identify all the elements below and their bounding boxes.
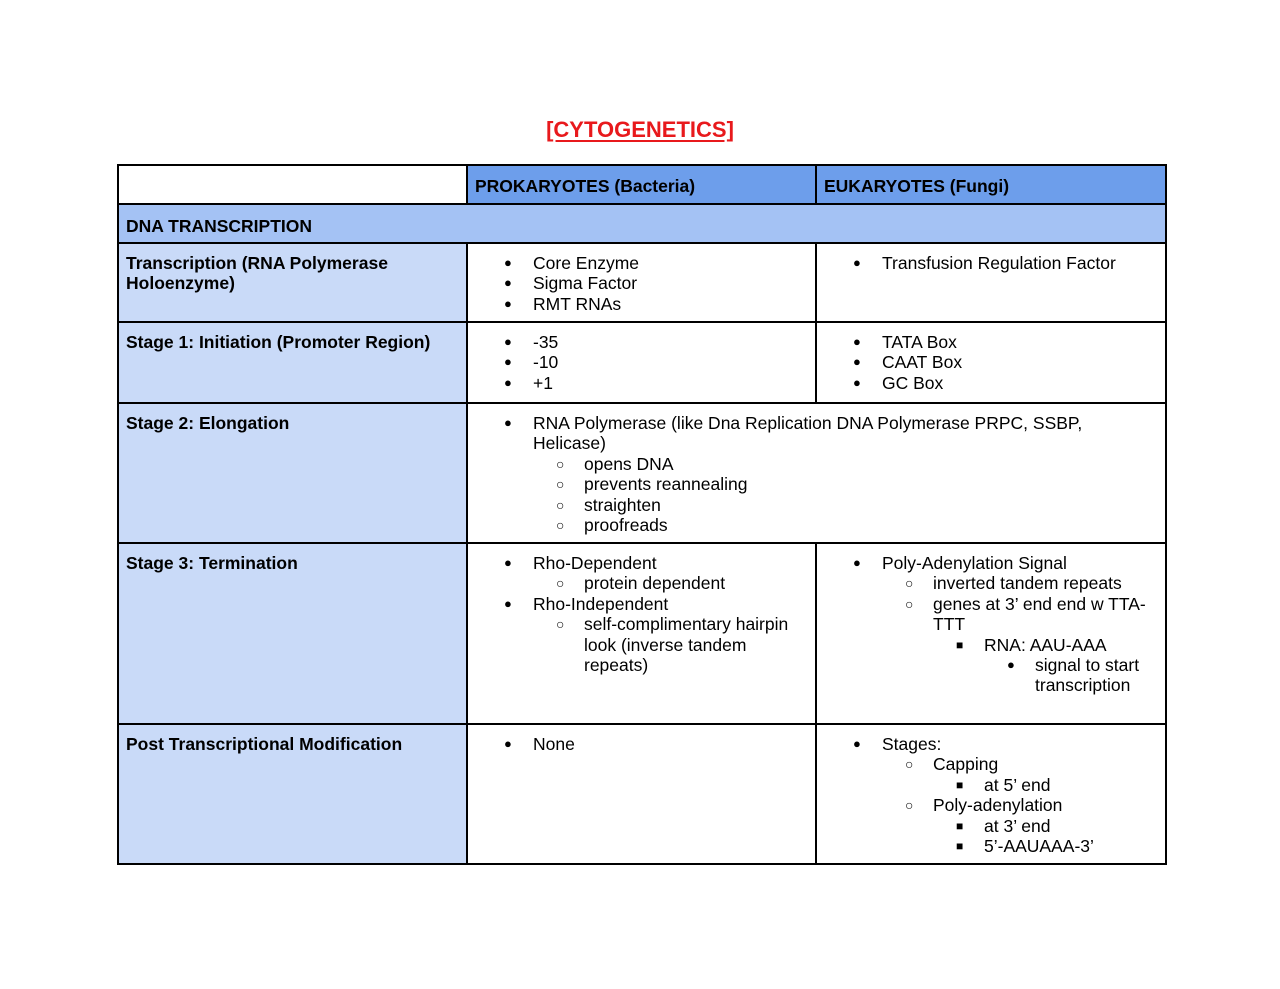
list-item: ■ at 3’ end — [926, 816, 1157, 836]
eukaryotes-cell — [816, 543, 1166, 724]
sub-list — [533, 454, 1157, 536]
table-row — [118, 243, 1166, 322]
list-item: ● Core Enzyme — [468, 253, 807, 273]
header-blank-cell — [118, 165, 467, 204]
row-label: Stage 3: Termination — [118, 543, 467, 724]
prokaryotes-cell — [467, 724, 816, 864]
list-item — [875, 754, 1157, 795]
list-item: ● CAAT Box — [817, 352, 1157, 372]
table-row — [118, 543, 1166, 724]
eukaryotes-cell — [816, 724, 1166, 864]
sub-list — [882, 573, 1157, 695]
prokaryotes-cell — [467, 322, 816, 403]
eukaryotes-cell — [816, 322, 1166, 403]
list-item-text: RNA Polymerase (like Dna Replication DNA Polymerase PRPC, SSBP, Helicase) — [533, 413, 1083, 454]
list-item: ○ proofreads — [526, 515, 1157, 535]
bullet-list — [817, 553, 1157, 696]
prokaryotes-cell — [467, 243, 816, 322]
list-item — [817, 734, 1157, 856]
list-item-text: Capping — [933, 754, 999, 775]
list-item: ○ opens DNA — [526, 454, 1157, 474]
table-row — [118, 322, 1166, 403]
list-item: ● RMT RNAs — [468, 294, 807, 314]
list-item — [926, 635, 1157, 696]
document-title: [CYTOGENETICS] — [546, 117, 734, 142]
row-label: Transcription (RNA Polymerase Holoenzyme) — [118, 243, 467, 322]
section-row — [118, 204, 1166, 243]
bullet-list — [468, 553, 807, 675]
list-item: ● signal to start transcription — [977, 655, 1157, 696]
sub-list — [933, 816, 1157, 857]
prokaryotes-cell — [467, 543, 816, 724]
list-item: ○ prevents reannealing — [526, 474, 1157, 494]
list-item — [875, 594, 1157, 696]
bullet-list — [468, 332, 807, 393]
list-item: ■ 5’-AAUAAA-3’ — [926, 836, 1157, 856]
list-item — [468, 413, 1157, 535]
list-item — [468, 553, 807, 594]
list-item: ● Transfusion Regulation Factor — [817, 253, 1157, 273]
list-item: ● +1 — [468, 373, 807, 393]
bullet-list — [817, 253, 1157, 273]
list-item: ● TATA Box — [817, 332, 1157, 352]
list-item: ○ straighten — [526, 495, 1157, 515]
sub-list — [882, 754, 1157, 856]
bullet-list — [817, 734, 1157, 856]
sub-list — [933, 635, 1157, 696]
comparison-table — [117, 164, 1167, 865]
sub-list — [933, 775, 1157, 795]
section-title: DNA TRANSCRIPTION — [118, 204, 1166, 243]
list-item: ● -35 — [468, 332, 807, 352]
table-row — [118, 724, 1166, 864]
table-header-row — [118, 165, 1166, 204]
list-item: ● GC Box — [817, 373, 1157, 393]
row-label: Post Transcriptional Modification — [118, 724, 467, 864]
row-label: Stage 2: Elongation — [118, 403, 467, 543]
list-item: ● -10 — [468, 352, 807, 372]
list-item-text: Poly-adenylation — [933, 795, 1063, 816]
list-item-text: Poly-Adenylation Signal — [882, 553, 1067, 573]
list-item-text: genes at 3’ end end w TTA-TTT — [933, 593, 1146, 635]
list-item: ● None — [468, 734, 807, 754]
list-item: ○ protein dependent — [526, 573, 807, 593]
list-item — [875, 795, 1157, 856]
list-item-text: RNA: AAU-AAA — [984, 634, 1107, 655]
header-prokaryotes: PROKARYOTES (Bacteria) — [467, 165, 816, 204]
elongation-cell — [467, 403, 1166, 543]
sub-list — [533, 573, 807, 593]
table-row — [118, 403, 1166, 543]
list-item-text: Rho-Dependent — [533, 553, 657, 573]
list-item: ○ inverted tandem repeats — [875, 573, 1157, 593]
bullet-list — [817, 332, 1157, 393]
list-item: ○ self-complimentary hairpin look (inverse tandem repeats) — [526, 614, 807, 675]
header-eukaryotes: EUKARYOTES (Fungi) — [816, 165, 1166, 204]
row-label: Stage 1: Initiation (Promoter Region) — [118, 322, 467, 403]
list-item-text: Stages: — [882, 734, 942, 754]
bullet-list — [468, 253, 807, 314]
list-item-text: Rho-Independent — [533, 593, 669, 614]
bullet-list — [468, 413, 1157, 535]
sub-list — [533, 614, 807, 675]
list-item — [817, 553, 1157, 696]
sub-list — [984, 655, 1157, 696]
eukaryotes-cell — [816, 243, 1166, 322]
list-item: ● Sigma Factor — [468, 273, 807, 293]
list-item — [468, 594, 807, 676]
bullet-list — [468, 734, 807, 754]
list-item: ■ at 5’ end — [926, 775, 1157, 795]
